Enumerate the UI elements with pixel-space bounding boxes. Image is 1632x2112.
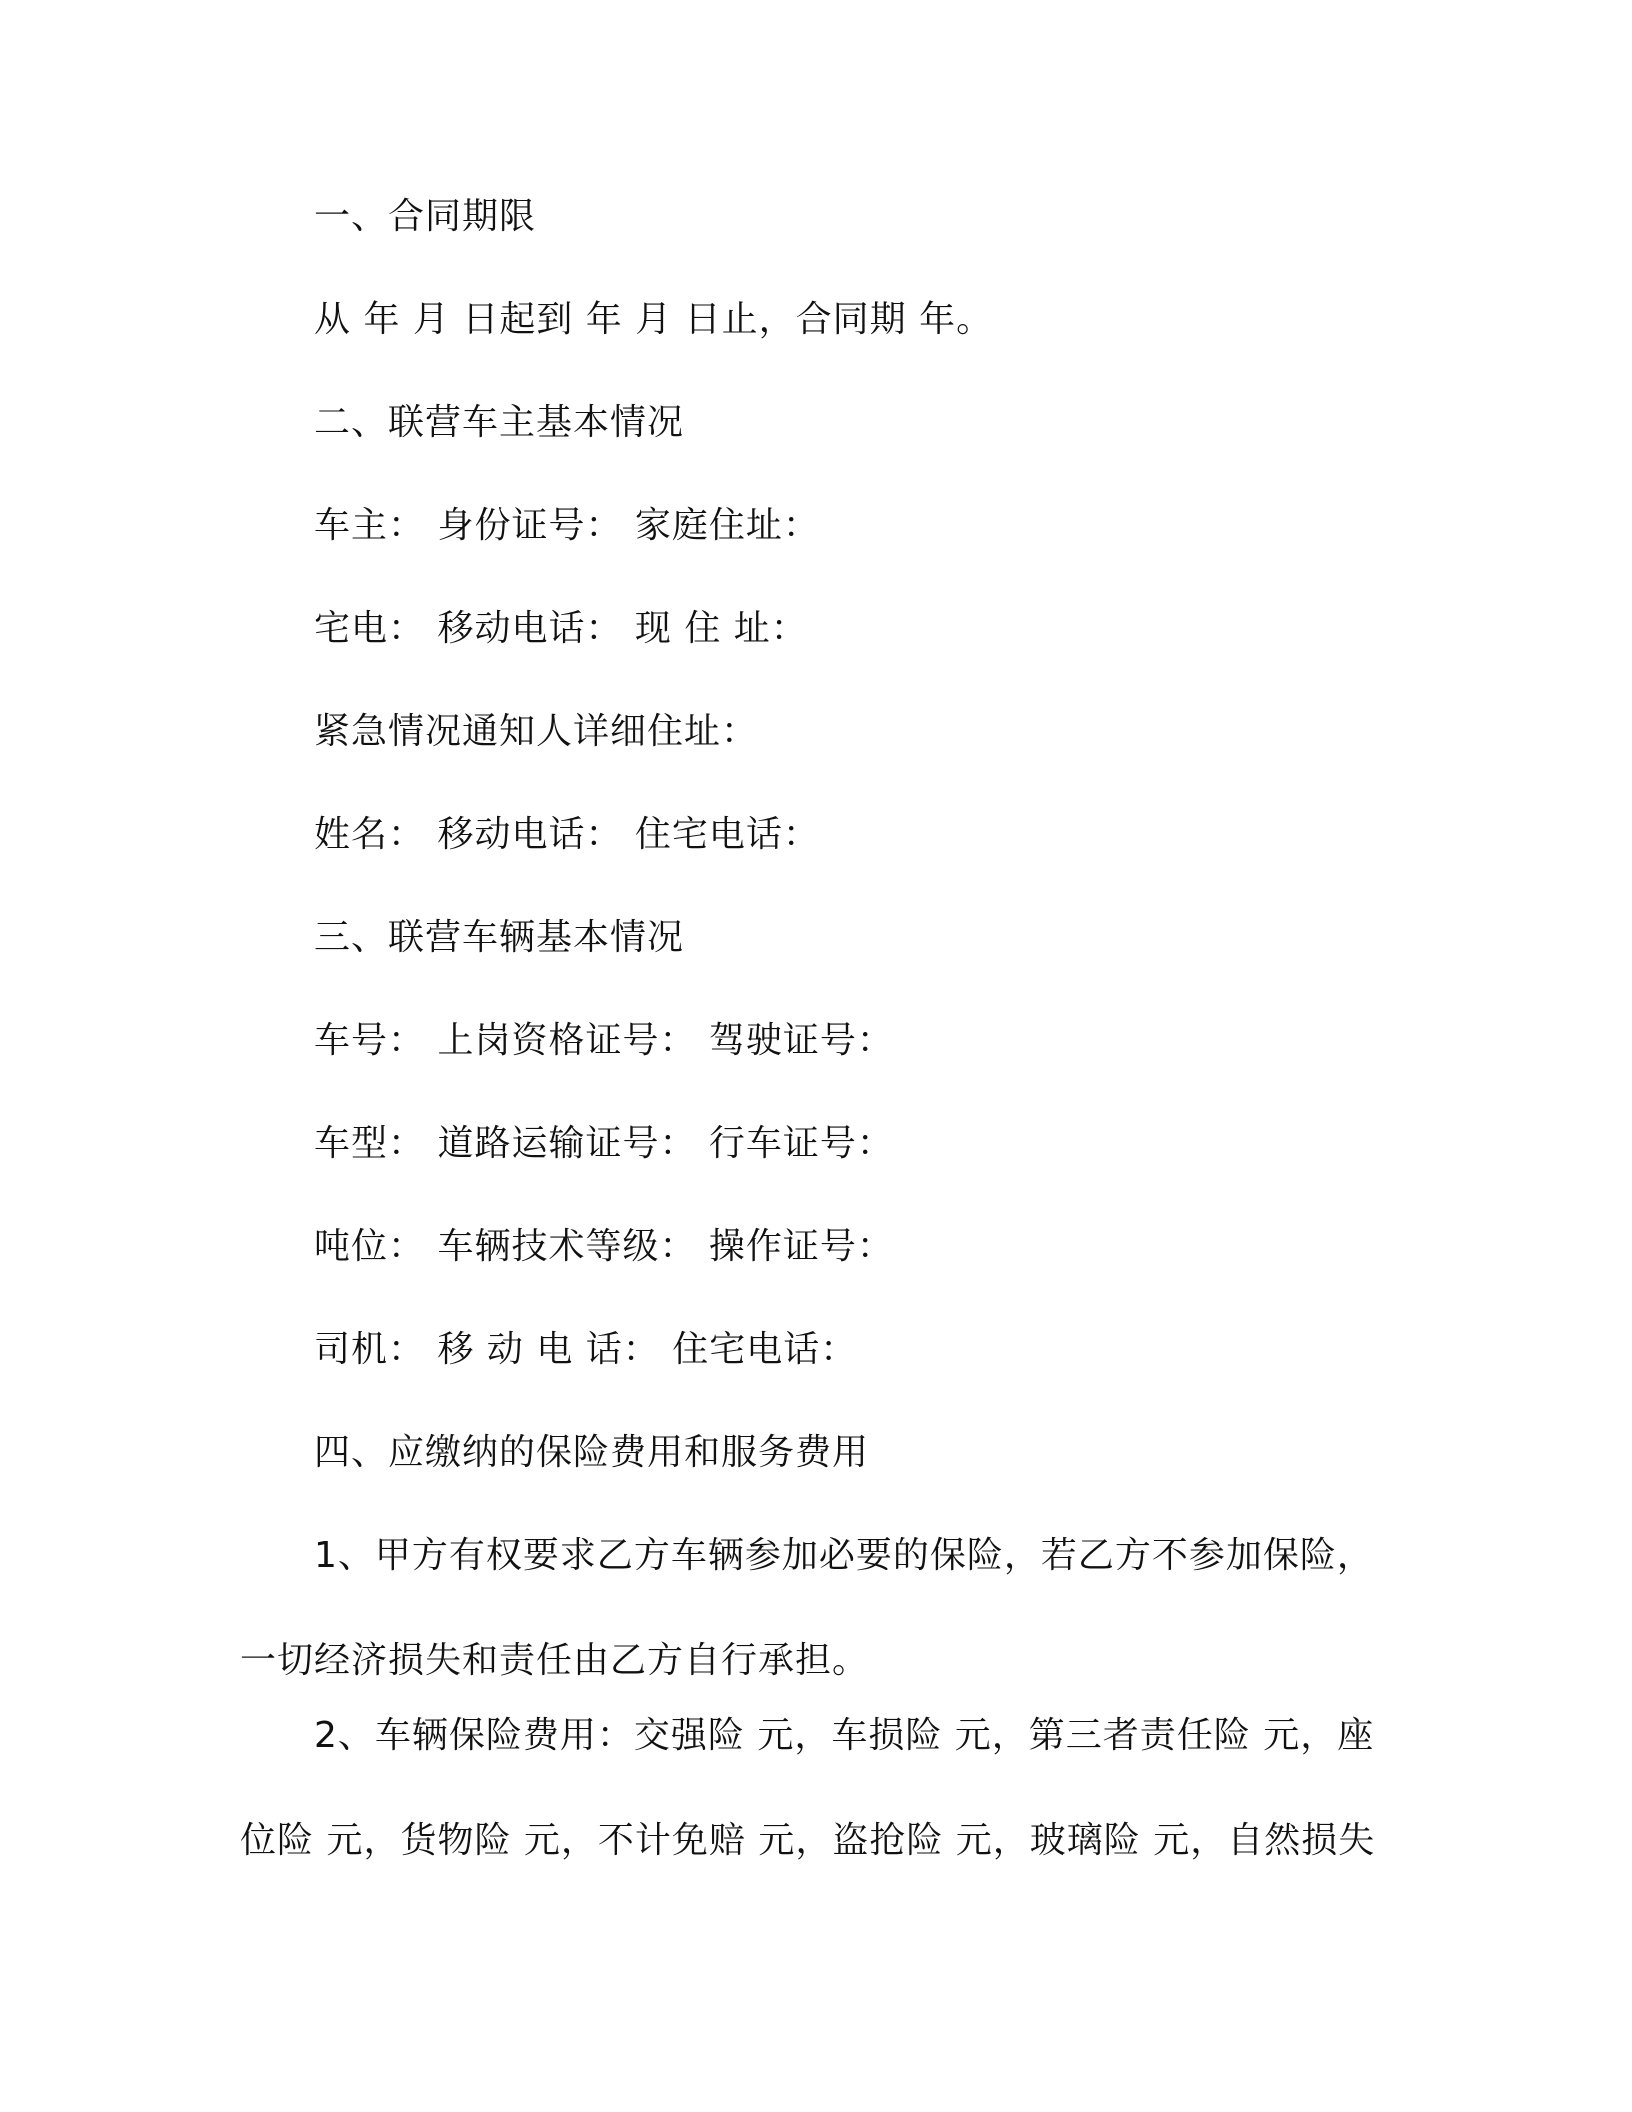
owner-phone-address-line: 宅电： 移动电话： 现 住 址：	[314, 608, 808, 649]
insurance-clause-1-line-2: 一切经济损失和责任由乙方自行承担。	[240, 1640, 870, 1681]
emergency-contact-phone-line: 姓名： 移动电话： 住宅电话：	[314, 814, 820, 855]
vehicle-tonnage-grade-line: 吨位： 车辆技术等级： 操作证号：	[314, 1226, 894, 1267]
insurance-clause-2-line-1: 2、车辆保险费用：交强险 元，车损险 元，第三者责任险 元，座	[314, 1715, 1375, 1756]
section-heading-insurance-fees: 四、应缴纳的保险费用和服务费用	[314, 1432, 870, 1473]
owner-id-address-line: 车主： 身份证号： 家庭住址：	[314, 505, 820, 546]
vehicle-plate-license-line: 车号： 上岗资格证号： 驾驶证号：	[314, 1020, 894, 1061]
section-heading-owner-info: 二、联营车主基本情况	[314, 402, 685, 443]
emergency-contact-address-line: 紧急情况通知人详细住址：	[314, 711, 759, 752]
contract-term-text: 从 年 月 日起到 年 月 日止，合同期 年。	[314, 299, 994, 340]
vehicle-type-permit-line: 车型： 道路运输证号： 行车证号：	[314, 1123, 894, 1164]
insurance-clause-2	[240, 1712, 1376, 1865]
driver-phone-line: 司机： 移 动 电 话： 住宅电话：	[314, 1329, 858, 1370]
insurance-clause-1	[240, 1532, 1374, 1685]
section-heading-vehicle-info: 三、联营车辆基本情况	[314, 917, 685, 958]
insurance-clause-1-line-1: 1、甲方有权要求乙方车辆参加必要的保险，若乙方不参加保险，	[314, 1535, 1374, 1576]
section-heading-contract-term: 一、合同期限	[314, 196, 537, 237]
insurance-clause-2-line-2: 位险 元，货物险 元，不计免赔 元，盗抢险 元，玻璃险 元，自然损失	[240, 1820, 1376, 1861]
